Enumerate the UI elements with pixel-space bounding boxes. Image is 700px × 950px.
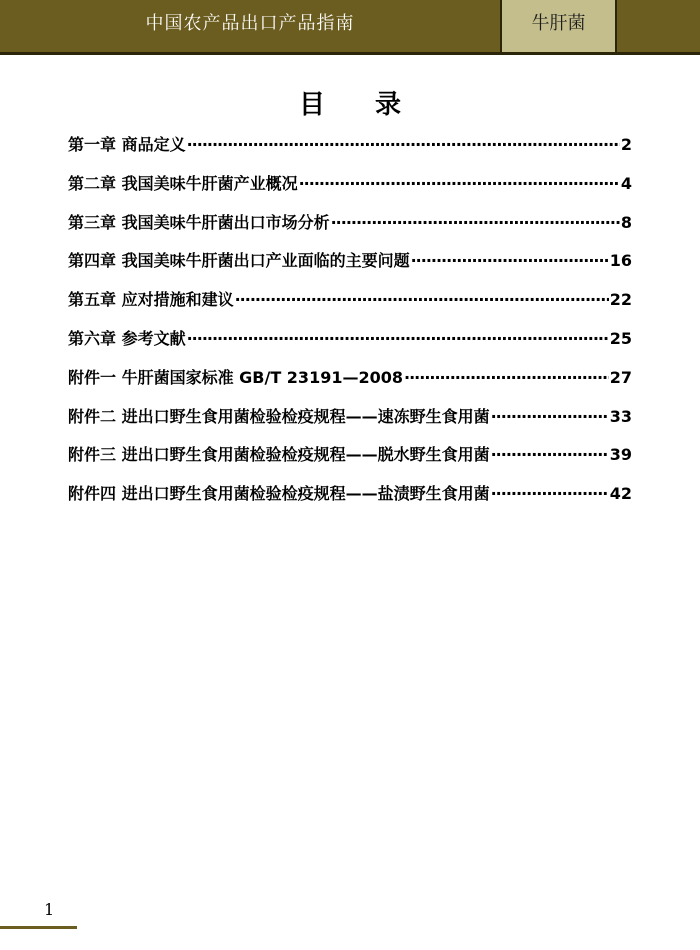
toc-list: [68, 132, 632, 520]
toc-title: 目录: [298, 90, 451, 120]
toc-item-page: 22: [609, 290, 632, 310]
toc-item[interactable]: [68, 171, 632, 210]
toc-item[interactable]: [68, 132, 632, 171]
toc-item[interactable]: [68, 481, 632, 520]
toc-dot-leader: [491, 484, 609, 503]
toc-item-label: 第二章 我国美味牛肝菌产业概况: [68, 173, 298, 193]
toc-item[interactable]: [68, 442, 632, 481]
toc-item-label: 附件一 牛肝菌国家标准 GB/T 23191—2008: [68, 367, 403, 387]
page-number: 1: [44, 900, 55, 919]
toc-item-page: 25: [609, 328, 632, 348]
toc-dot-leader: [331, 213, 620, 232]
toc-item[interactable]: [68, 365, 632, 404]
toc-item-page: 2: [620, 135, 632, 154]
toc-item-label: 第一章 商品定义: [68, 135, 186, 154]
toc-item-page: 4: [620, 173, 632, 193]
toc-item-page: 8: [620, 212, 632, 232]
toc-dot-leader: [187, 135, 620, 154]
toc-dot-leader: [235, 290, 609, 309]
toc-item[interactable]: [68, 404, 632, 443]
toc-dot-leader: [299, 174, 620, 193]
toc-dot-leader: [187, 329, 609, 348]
toc-item-page: 16: [609, 251, 632, 271]
toc-dot-leader: [491, 407, 609, 426]
toc-item[interactable]: [68, 248, 632, 287]
header-divider: [615, 0, 617, 52]
toc-item-label: 附件二 进出口野生食用菌检验检疫规程——速冻野生食用菌: [68, 406, 490, 426]
toc-item[interactable]: [68, 287, 632, 326]
toc-dot-leader: [491, 445, 609, 464]
toc-item-page: 33: [609, 406, 632, 426]
footer-rule: [0, 926, 77, 929]
toc-item[interactable]: [68, 210, 632, 249]
page-header: [0, 0, 700, 55]
toc-item-label: 第四章 我国美味牛肝菌出口产业面临的主要问题: [68, 251, 410, 271]
toc-item-page: 39: [609, 445, 632, 465]
toc-item-page: 42: [609, 484, 632, 504]
toc-dot-leader: [411, 251, 609, 270]
header-title: 中国农产品出口产品指南: [145, 13, 355, 34]
header-tag: 牛肝菌: [502, 0, 615, 52]
toc-item-page: 27: [609, 367, 632, 387]
toc-dot-leader: [404, 368, 609, 387]
toc-item[interactable]: [68, 326, 632, 365]
toc-item-label: 第六章 参考文献: [68, 328, 186, 348]
toc-item-label: 附件四 进出口野生食用菌检验检疫规程——盐渍野生食用菌: [68, 484, 490, 504]
toc-item-label: 附件三 进出口野生食用菌检验检疫规程——脱水野生食用菌: [68, 445, 490, 465]
toc-item-label: 第五章 应对措施和建议: [68, 290, 234, 310]
toc-item-label: 第三章 我国美味牛肝菌出口市场分析: [68, 212, 330, 232]
